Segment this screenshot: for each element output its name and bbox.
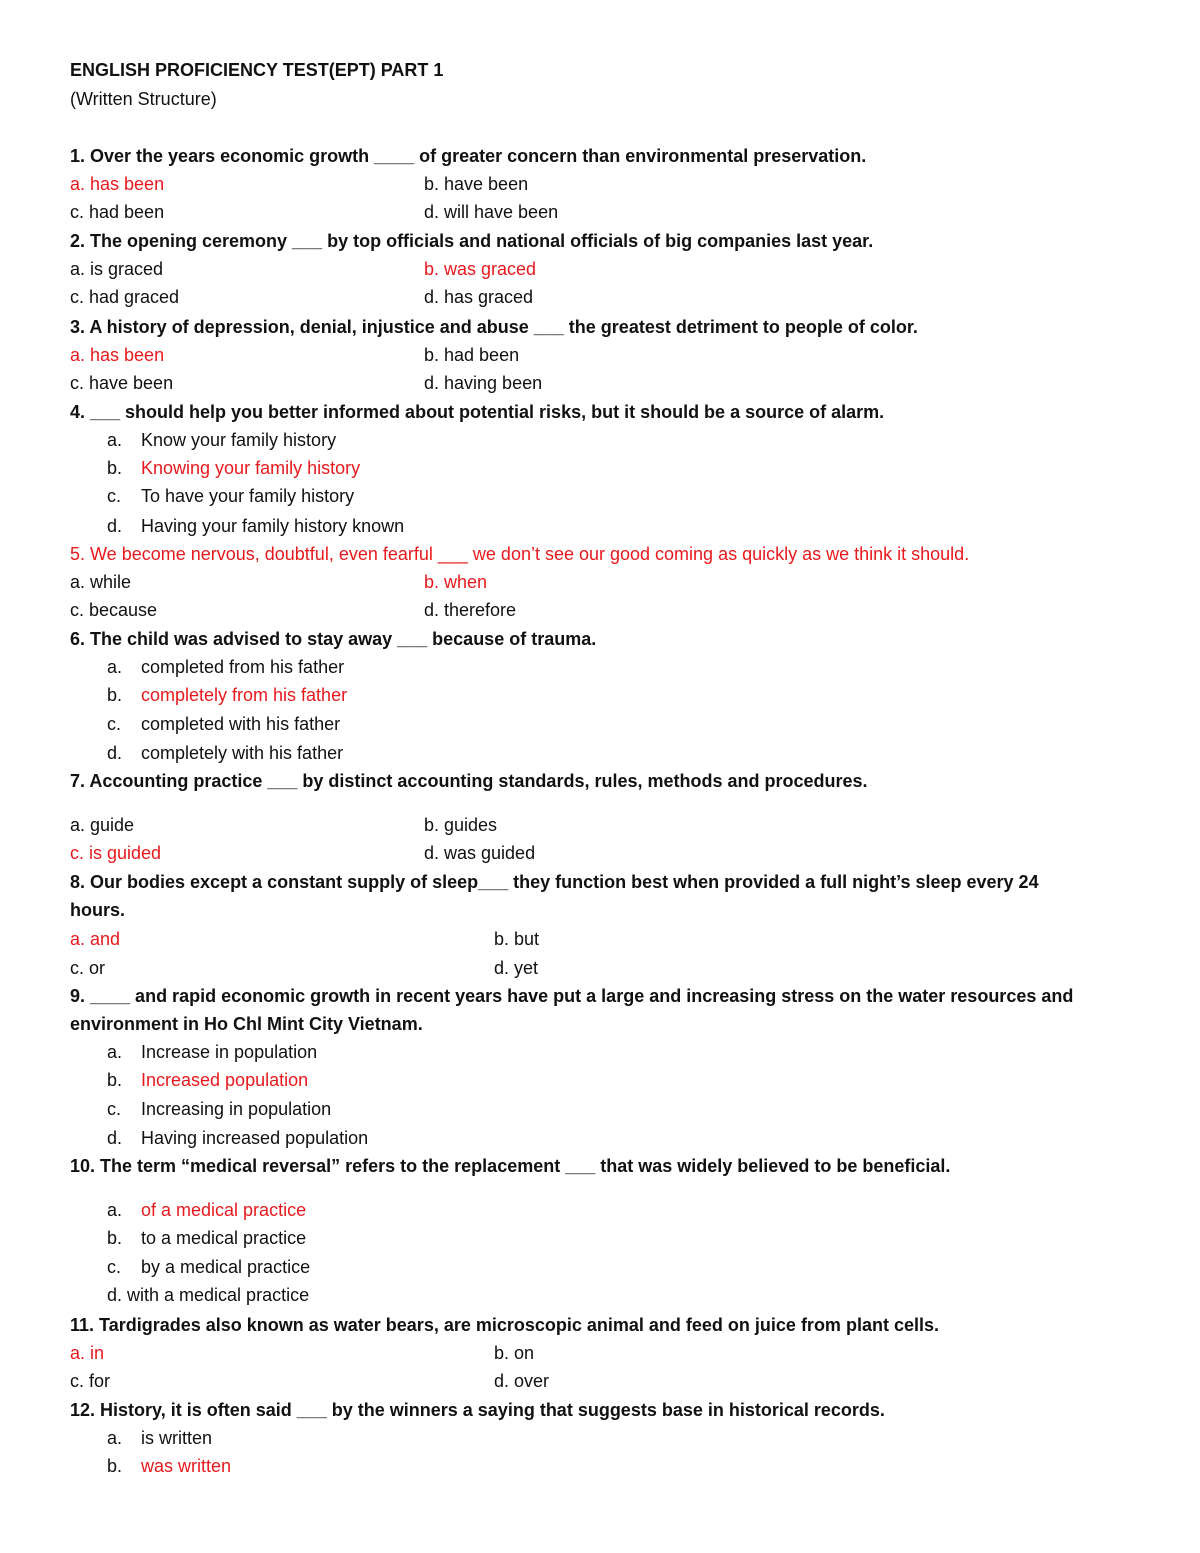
option-text: Having your family history known bbox=[141, 516, 405, 536]
option-text: Increase in population bbox=[141, 1042, 318, 1062]
option-marker: c. bbox=[107, 486, 122, 506]
question-10-stem: 10. The term “medical reversal” refers to the replacement ___ that was widely believed to be beneficial. bbox=[70, 1156, 951, 1176]
question-8-option-a: a. and bbox=[70, 929, 121, 949]
question-5-option-a: a. while bbox=[70, 572, 132, 592]
question-2-option-b: b. was graced bbox=[424, 259, 537, 279]
question-6-stem: 6. The child was advised to stay away ___ because of trauma. bbox=[70, 629, 597, 649]
option-marker: b. bbox=[107, 685, 123, 705]
question-9-stem-line-1: 9. ____ and rapid economic growth in recent years have put a large and increasing stress on the water resources and bbox=[70, 986, 1074, 1006]
question-11-option-b: b. on bbox=[494, 1343, 535, 1363]
question-11-option-a: a. in bbox=[70, 1343, 105, 1363]
question-11-option-c: c. for bbox=[70, 1371, 111, 1391]
question-3-option-c: c. have been bbox=[70, 373, 174, 393]
question-7-option-a: a. guide bbox=[70, 815, 135, 835]
option-marker: d. bbox=[107, 1128, 123, 1148]
question-7-stem: 7. Accounting practice ___ by distinct accounting standards, rules, methods and procedures. bbox=[70, 771, 868, 791]
option-marker: c. bbox=[107, 1099, 122, 1119]
option-marker: c. bbox=[107, 714, 122, 734]
option-text: is written bbox=[141, 1428, 213, 1448]
option-text: completely with his father bbox=[141, 743, 344, 763]
question-5-stem: 5. We become nervous, doubtful, even fearful ___ we don’t see our good coming as quickly as we think it should. bbox=[70, 544, 970, 564]
option-marker: a. bbox=[107, 1428, 123, 1448]
document-title: ENGLISH PROFICIENCY TEST(EPT) PART 1 bbox=[70, 60, 444, 80]
option-marker: b. bbox=[107, 1070, 123, 1090]
question-3-option-a: a. has been bbox=[70, 345, 165, 365]
option-text: completed with his father bbox=[141, 714, 341, 734]
option-marker: d. bbox=[107, 743, 123, 763]
option-marker: d. bbox=[107, 516, 123, 536]
question-8-stem-line-1: 8. Our bodies except a constant supply of sleep___ they function best when provided a full night’s sleep every 24 bbox=[70, 872, 1039, 892]
question-7-option-c: c. is guided bbox=[70, 843, 162, 863]
question-7-option-b: b. guides bbox=[424, 815, 498, 835]
option-text: completely from his father bbox=[141, 685, 348, 705]
option-marker: a. bbox=[107, 657, 123, 677]
option-text: Increased population bbox=[141, 1070, 309, 1090]
question-2-option-c: c. had graced bbox=[70, 287, 180, 307]
question-1-option-c: c. had been bbox=[70, 202, 165, 222]
question-3-option-b: b. had been bbox=[424, 345, 520, 365]
question-1-option-b: b. have been bbox=[424, 174, 529, 194]
question-5-option-d: d. therefore bbox=[424, 600, 517, 620]
option-marker: b. bbox=[107, 1228, 123, 1248]
question-1-option-a: a. has been bbox=[70, 174, 165, 194]
option-marker: c. bbox=[107, 1257, 122, 1277]
option-marker: a. bbox=[107, 1200, 123, 1220]
option-marker: a. bbox=[107, 1042, 123, 1062]
question-9-stem-line-2: environment in Ho Chl Mint City Vietnam. bbox=[70, 1014, 423, 1034]
option-marker: b. bbox=[107, 1456, 123, 1476]
question-3-stem: 3. A history of depression, denial, injustice and abuse ___ the greatest detriment to people of color. bbox=[70, 317, 918, 337]
question-11-option-d: d. over bbox=[494, 1371, 550, 1391]
question-3-option-d: d. having been bbox=[424, 373, 543, 393]
option-text: completed from his father bbox=[141, 657, 345, 677]
option-text: Know your family history bbox=[141, 430, 337, 450]
question-4-stem: 4. ___ should help you better informed about potential risks, but it should be a source of alarm. bbox=[70, 402, 885, 422]
option-text: by a medical practice bbox=[141, 1257, 311, 1277]
question-5-option-c: c. because bbox=[70, 600, 158, 620]
question-12-stem: 12. History, it is often said ___ by the winners a saying that suggests base in historical records. bbox=[70, 1400, 885, 1420]
option-text: Knowing your family history bbox=[141, 458, 361, 478]
option-text: to a medical practice bbox=[141, 1228, 307, 1248]
option-text: Having increased population bbox=[141, 1128, 369, 1148]
option-marker: a. bbox=[107, 430, 123, 450]
option-text: was written bbox=[141, 1456, 232, 1476]
question-8-stem-line-2: hours. bbox=[70, 900, 126, 920]
document-subtitle: (Written Structure) bbox=[70, 89, 217, 109]
question-2-option-a: a. is graced bbox=[70, 259, 164, 279]
option-marker: b. bbox=[107, 458, 123, 478]
option-text: To have your family history bbox=[141, 486, 355, 506]
question-7-option-d: d. was guided bbox=[424, 843, 536, 863]
question-2-option-d: d. has graced bbox=[424, 287, 534, 307]
question-8-option-d: d. yet bbox=[494, 958, 539, 978]
question-2-stem: 2. The opening ceremony ___ by top officials and national officials of big companies last year. bbox=[70, 231, 874, 251]
question-1-stem: 1. Over the years economic growth ____ of greater concern than environmental preservation. bbox=[70, 146, 867, 166]
question-1-option-d: d. will have been bbox=[424, 202, 559, 222]
question-8-option-b: b. but bbox=[494, 929, 540, 949]
question-11-stem: 11. Tardigrades also known as water bears, are microscopic animal and feed on juice from plant cells. bbox=[70, 1315, 939, 1335]
option-text: of a medical practice bbox=[141, 1200, 307, 1220]
question-8-option-c: c. or bbox=[70, 958, 106, 978]
option-text: Increasing in population bbox=[141, 1099, 332, 1119]
question-10-option-d: d. with a medical practice bbox=[107, 1285, 310, 1305]
question-5-option-b: b. when bbox=[424, 572, 488, 592]
